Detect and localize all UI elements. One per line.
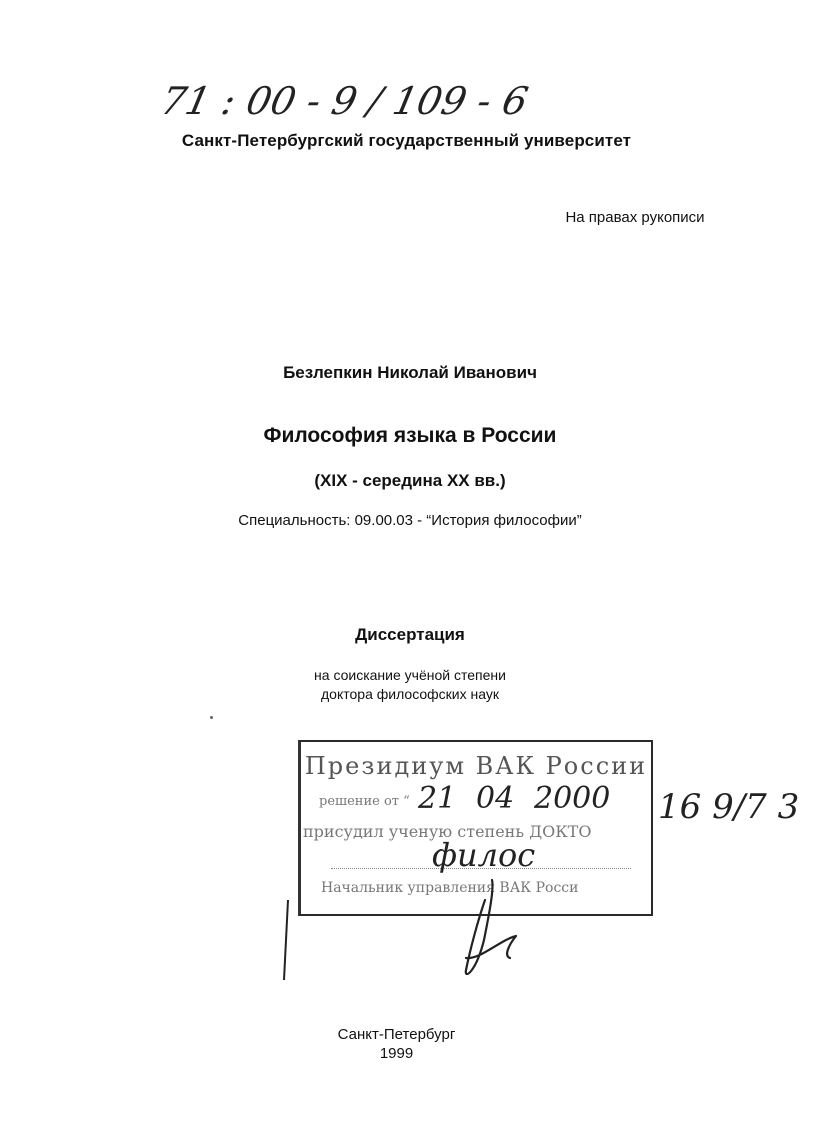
specialty-line: Специальность: 09.00.03 - “История философии” — [238, 512, 582, 529]
margin-mark — [284, 900, 288, 980]
imprint — [0, 1025, 793, 1063]
dissertation-title: Философия языка в России — [263, 424, 557, 447]
stamp-month: 04 — [476, 781, 515, 816]
city: Санкт-Петербург — [337, 1026, 456, 1043]
stamp-degree-line: присудил ученую степень ДОКТО — [303, 822, 592, 841]
dissertation-subtitle: (XIX - середина XX вв.) — [314, 471, 506, 490]
stamp-signature-line: Начальник управления ВАК Росси — [321, 880, 579, 896]
manuscript-rights-note: На правах рукописи — [565, 209, 705, 226]
stamp-number: 16 9/7 3 — [658, 787, 800, 827]
document-type: Диссертация — [355, 625, 465, 644]
stamp-field: филос — [432, 836, 536, 874]
degree-text — [0, 666, 820, 704]
degree-line-1: на соискание учёной степени — [314, 667, 506, 683]
university-name: Санкт-Петербургский государственный университет — [181, 131, 632, 150]
stamp-year: 2000 — [534, 781, 611, 816]
stamp-day: 21 — [418, 781, 457, 816]
signature — [466, 880, 516, 974]
degree-line-2: доктора философских наук — [321, 686, 499, 702]
scan-speck — [210, 716, 213, 719]
stamp-decision-line: решение от “ — [319, 794, 410, 809]
year: 1999 — [379, 1045, 414, 1062]
author-name: Безлепкин Николай Иванович — [283, 363, 537, 382]
svg-text:71 : 00 - 9 / 109 - 6: 71 : 00 - 9 / 109 - 6 — [156, 79, 532, 124]
stamp-title: Президиум ВАК России — [304, 752, 648, 780]
stamp-handwriting — [280, 760, 800, 1000]
